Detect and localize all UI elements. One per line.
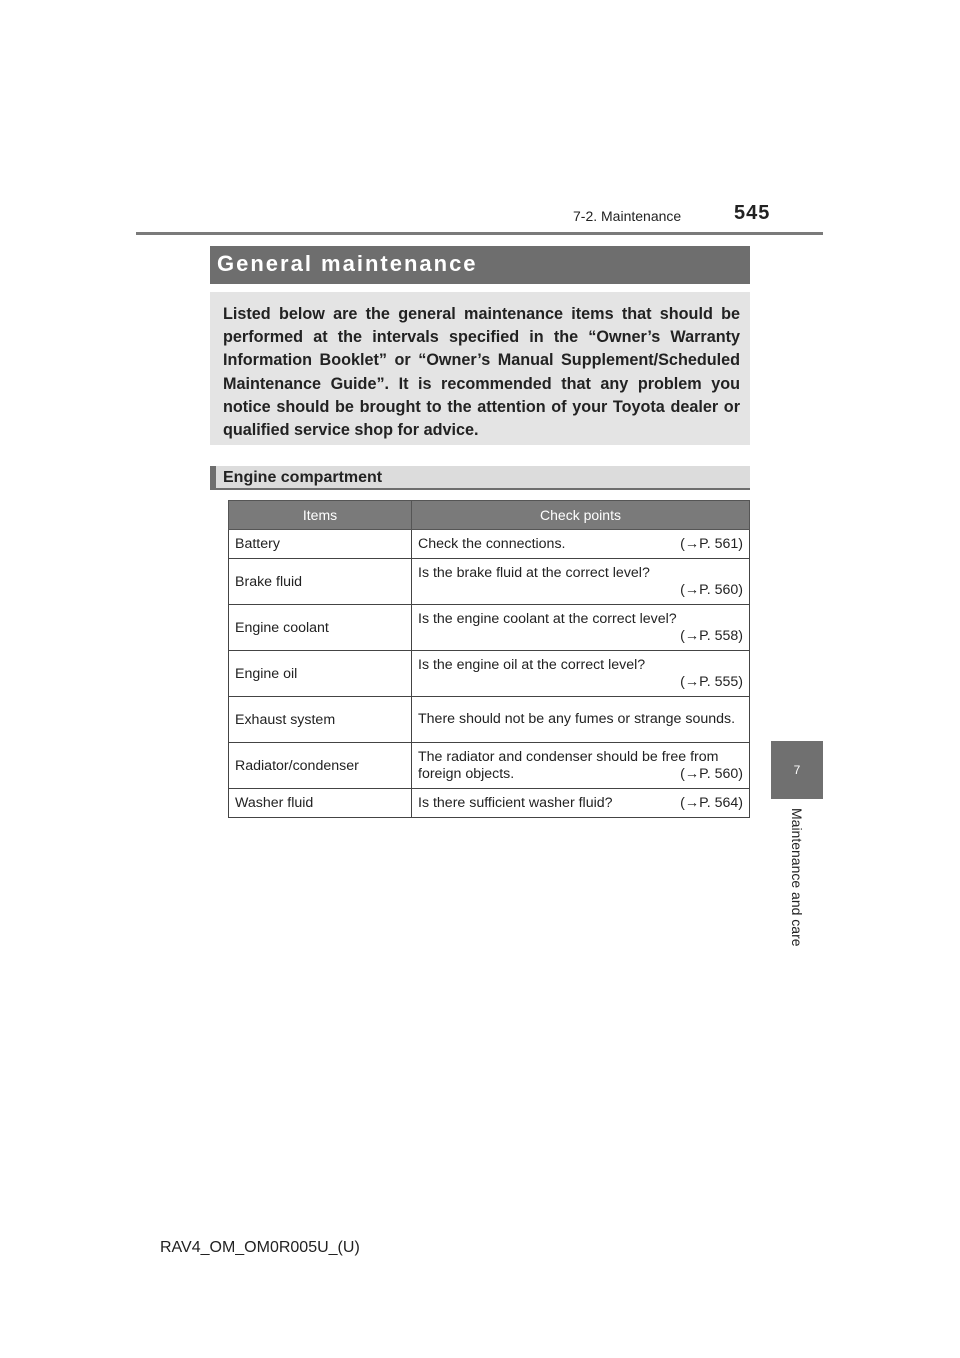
- table-row: [229, 605, 750, 651]
- table-row: [229, 559, 750, 605]
- row-item: Washer fluid: [229, 789, 412, 818]
- table-row: [229, 530, 750, 559]
- row-check: [412, 559, 750, 605]
- table-row: [229, 743, 750, 789]
- running-header-section: 7-2. Maintenance: [573, 208, 682, 224]
- section-heading-marker: [210, 466, 216, 490]
- row-check-text-cont: foreign objects.: [418, 765, 515, 782]
- row-page-ref: (→P. 561): [680, 535, 743, 552]
- row-check: [412, 605, 750, 651]
- row-check-text: Is the engine oil at the correct level?: [418, 656, 646, 673]
- section-heading: [210, 466, 750, 490]
- row-check-text: Check the connections.: [418, 535, 566, 552]
- chapter-tab: 7: [771, 741, 823, 799]
- row-check-text: Is the engine coolant at the correct level?: [418, 610, 677, 627]
- table-header-row: [229, 501, 750, 530]
- row-check-text: There should not be any fumes or strange sounds.: [418, 711, 736, 727]
- chapter-label: Maintenance and care: [789, 808, 805, 947]
- section-heading-title: Engine compartment: [223, 469, 383, 486]
- row-page-ref: (→P. 564): [680, 794, 743, 811]
- row-item: Battery: [229, 530, 412, 559]
- row-check: [412, 651, 750, 697]
- row-page-ref: (→P. 560): [680, 581, 743, 598]
- row-page-ref: (→P. 558): [680, 627, 743, 644]
- row-item: Radiator/condenser: [229, 743, 412, 789]
- row-check-text: The radiator and condenser should be free from: [418, 748, 719, 765]
- table-row: [229, 697, 750, 743]
- chapter-label-container: [771, 808, 823, 954]
- intro-box: [210, 292, 750, 445]
- row-page-ref: (→P. 560): [680, 765, 743, 782]
- row-check-text: Is the brake fluid at the correct level?: [418, 564, 650, 581]
- row-check: [412, 697, 750, 743]
- table-row: [229, 789, 750, 818]
- row-check: [412, 530, 750, 559]
- intro-text: Listed below are the general maintenance items that should be performed at the intervals specified in the “Owner’s Warranty Information Booklet” or “Owner’s Manual Supplement/Scheduled Maintenance Guide”. It is recommended that any problem you notice should be brought to the attention of your Toyota dealer or qualified service shop for advice.: [223, 305, 740, 440]
- column-header-items: Items: [229, 501, 412, 530]
- row-item: Engine oil: [229, 651, 412, 697]
- page-number: 545: [734, 202, 771, 224]
- document-code: RAV4_OM_OM0R005U_(U): [160, 1239, 360, 1256]
- maintenance-table: [228, 500, 750, 818]
- row-check: [412, 789, 750, 818]
- page-title-bar: [210, 246, 750, 284]
- row-page-ref: (→P. 555): [680, 673, 743, 690]
- row-item: Brake fluid: [229, 559, 412, 605]
- row-item: Exhaust system: [229, 697, 412, 743]
- column-header-check-points: Check points: [412, 501, 750, 530]
- row-check-text: Is there sufficient washer fluid?: [418, 794, 613, 811]
- row-item: Engine coolant: [229, 605, 412, 651]
- row-check: [412, 743, 750, 789]
- page-title: General maintenance: [217, 251, 478, 276]
- table-row: [229, 651, 750, 697]
- header-rule: [136, 232, 823, 235]
